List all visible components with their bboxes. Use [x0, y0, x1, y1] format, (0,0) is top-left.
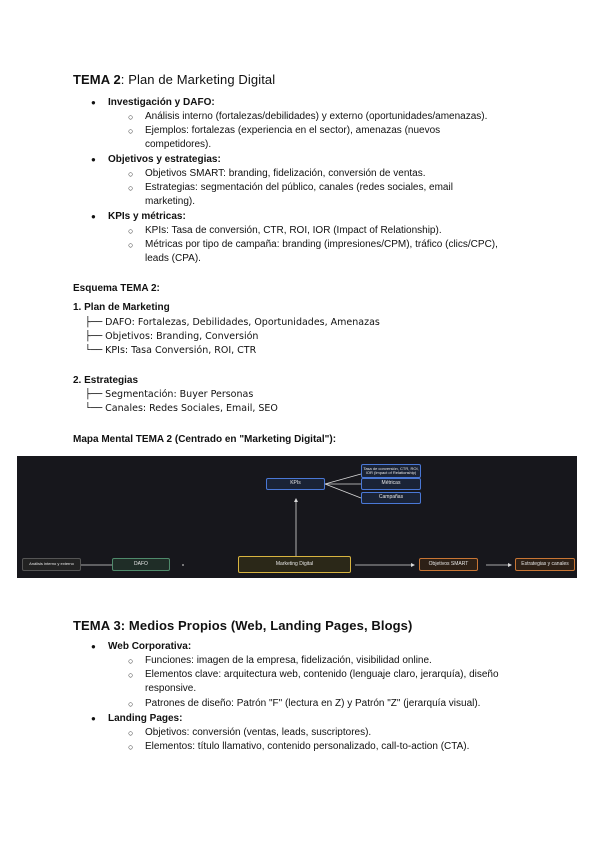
mapa-title: Mapa Mental TEMA 2 (Centrado en "Marketing Digital"):: [73, 434, 337, 445]
node-kpis-detail: Tasa de conversión, CTR, ROI, IOR (Impact of Relationship): [361, 464, 421, 478]
tree-line: └── Canales: Redes Sociales, Email, SEO: [85, 403, 278, 414]
tree-line: └── KPIs: Tasa Conversión, ROI, CTR: [85, 345, 257, 356]
node-kpis: KPIs: [266, 478, 325, 490]
arrow-estrategias: [508, 563, 512, 567]
bullet-estrategias: ○ Estrategias: segmentación del público, canales (redes sociales, email marketing).: [145, 181, 500, 209]
tree-line: ├── DAFO: Fortalezas, Debilidades, Oportunidades, Amenazas: [85, 317, 380, 328]
node-objetivos: Objetivos SMART: [419, 558, 478, 571]
bullet-landing-pages: ● Landing Pages:: [108, 712, 182, 726]
arrow-kpis: [294, 498, 298, 502]
bullet-kpis: ● KPIs y métricas:: [108, 210, 186, 224]
bullet-web-corporativa: ● Web Corporativa:: [108, 640, 191, 654]
esquema-title: Esquema TEMA 2:: [73, 283, 160, 294]
mind-map-panel: [17, 456, 577, 578]
bullet-elementos-landing: ○ Elementos: título llamativo, contenido personalizado, call-to-action (CTA).: [145, 740, 535, 754]
tree-line: ├── Objetivos: Branding, Conversión: [85, 331, 259, 342]
esquema-heading-1: 1. Plan de Marketing: [73, 302, 170, 313]
esquema-heading-2: 2. Estrategias: [73, 375, 139, 386]
bullet-investigacion: ● Investigación y DAFO:: [108, 96, 215, 110]
edge-kpis-campanas: [325, 484, 361, 498]
bullet-patrones: ○ Patrones de diseño: Patrón "F" (lectura en Z) y Patrón "Z" (jerarquía visual).: [145, 697, 535, 711]
node-campanas: Campañas: [361, 492, 421, 504]
tema3-title: TEMA 3: Medios Propios (Web, Landing Pages, Blogs): [73, 618, 413, 633]
node-analisis: Análisis interno y externo: [22, 558, 81, 571]
node-metricas: Métricas: [361, 478, 421, 490]
bullet-analisis: ○ Análisis interno (fortalezas/debilidades) y externo (oportunidades/amenazas).: [145, 110, 535, 124]
edge-kpis-top: [325, 474, 361, 484]
node-dafo: DAFO: [112, 558, 170, 571]
bullet-funciones: ○ Funciones: imagen de la empresa, fidelización, visibilidad online.: [145, 654, 535, 668]
bullet-objetivos-landing: ○ Objetivos: conversión (ventas, leads, suscriptores).: [145, 726, 535, 740]
bullet-metricas: ○ Métricas por tipo de campaña: branding (impresiones/CPM), tráfico (clics/CPC), leads (CPA).: [145, 238, 500, 266]
bullet-smart: ○ Objetivos SMART: branding, fidelización, conversión de ventas.: [145, 167, 535, 181]
node-estrategias: Estrategias y canales: [515, 558, 575, 571]
tree-line: ├── Segmentación: Buyer Personas: [85, 389, 254, 400]
node-marketing-digital: Marketing Digital: [238, 556, 351, 573]
bullet-objetivos: ● Objetivos y estrategias:: [108, 153, 221, 167]
bullet-ejemplos: ○ Ejemplos: fortalezas (experiencia en el sector), amenazas (nuevos competidores).: [145, 124, 465, 152]
map-dot: [182, 564, 184, 566]
tema2-title: TEMA 2: Plan de Marketing Digital: [73, 72, 276, 87]
arrow-objetivos: [411, 563, 415, 567]
bullet-elementos-clave: ○ Elementos clave: arquitectura web, contenido (lenguaje claro, jerarquía), diseño responsive.: [145, 668, 515, 696]
bullet-kpis-list: ○ KPIs: Tasa de conversión, CTR, ROI, IOR (Impact of Relationship).: [145, 224, 535, 238]
